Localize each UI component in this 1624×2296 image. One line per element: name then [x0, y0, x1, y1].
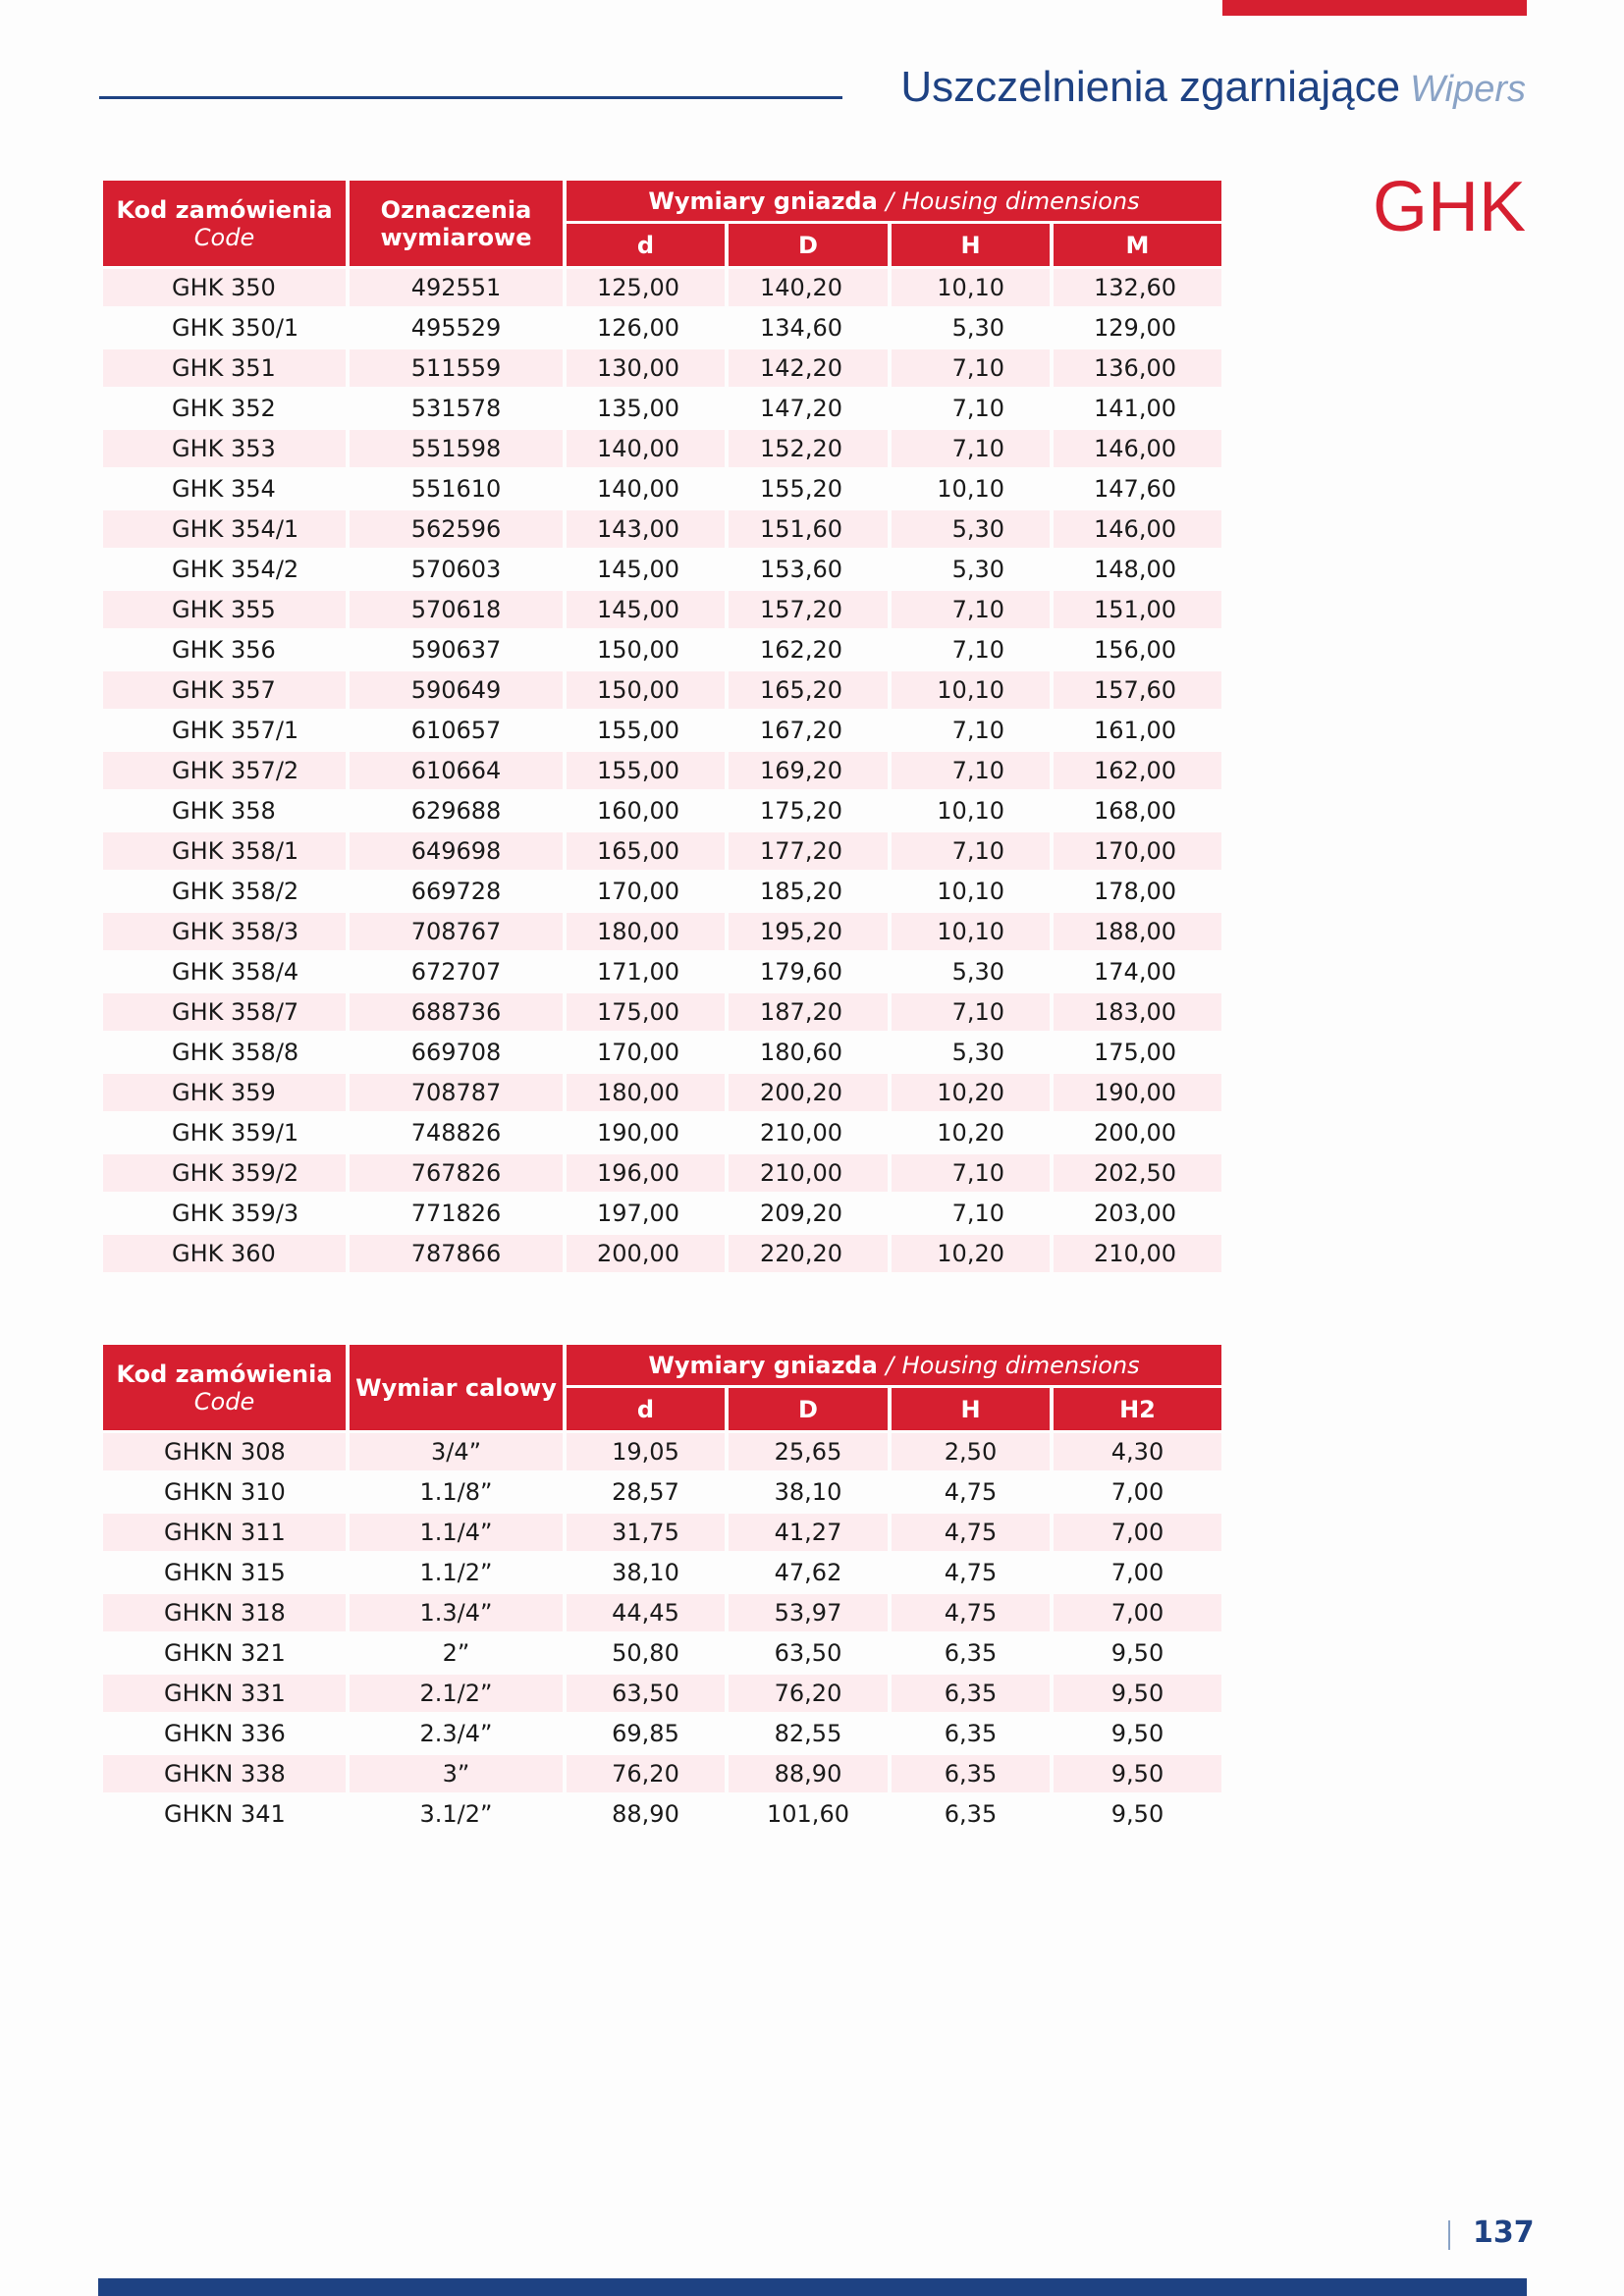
table-cell: 165,20	[729, 671, 888, 709]
table-cell: 130,00	[567, 349, 725, 387]
header-dim-label: Wymiar calowy	[355, 1373, 557, 1402]
table-cell: GHK 352	[103, 390, 346, 427]
table-cell: GHK 358/3	[103, 913, 346, 950]
table-row	[103, 309, 1221, 347]
series-label: GHK	[1372, 168, 1526, 246]
table-row	[103, 1634, 1221, 1672]
table-cell: 180,00	[567, 913, 725, 950]
table-cell: 50,80	[567, 1634, 725, 1672]
table-row	[103, 1195, 1221, 1232]
table-cell: 7,00	[1054, 1514, 1221, 1551]
table-cell: 6,35	[892, 1675, 1050, 1712]
table-cell: 200,00	[1054, 1114, 1221, 1151]
table-row	[103, 390, 1221, 427]
table-row	[103, 1755, 1221, 1792]
table-cell: 188,00	[1054, 913, 1221, 950]
header-sub-H: H	[892, 224, 1050, 266]
table-cell: 1.3/4”	[350, 1594, 563, 1631]
table-cell: 7,10	[892, 430, 1050, 467]
table-cell: 88,90	[567, 1795, 725, 1833]
table-row	[103, 1675, 1221, 1712]
table-cell: 7,10	[892, 832, 1050, 870]
page-number: 137	[1473, 2216, 1535, 2250]
header-sub-M: M	[1054, 224, 1221, 266]
table-row	[103, 752, 1221, 789]
table-cell: 88,90	[729, 1755, 888, 1792]
header-sub-d: d	[567, 224, 725, 266]
table-cell: 142,20	[729, 349, 888, 387]
table-cell: 7,10	[892, 712, 1050, 749]
table-cell: GHK 358/2	[103, 873, 346, 910]
table-cell: 1.1/2”	[350, 1554, 563, 1591]
table-cell: 136,00	[1054, 349, 1221, 387]
table-cell: 157,60	[1054, 671, 1221, 709]
table-cell: 170,00	[567, 1034, 725, 1071]
table-cell: 1.1/8”	[350, 1473, 563, 1511]
table-cell: 787866	[350, 1235, 563, 1272]
table-cell: 150,00	[567, 671, 725, 709]
table-row	[103, 712, 1221, 749]
table-cell: 175,20	[729, 792, 888, 829]
table-cell: 38,10	[567, 1554, 725, 1591]
bottom-accent-bar	[98, 2278, 1527, 2296]
header-sub-d: d	[567, 1388, 725, 1430]
header-group-en: Housing dimensions	[901, 187, 1140, 215]
table-cell: 3”	[350, 1755, 563, 1792]
table-cell: 708767	[350, 913, 563, 950]
header-sub-H: H	[892, 1388, 1050, 1430]
footer-separator	[1448, 2220, 1450, 2250]
table-cell: 175,00	[1054, 1034, 1221, 1071]
table-row	[103, 430, 1221, 467]
table-cell: GHKN 308	[103, 1433, 346, 1470]
table-cell: GHK 357/2	[103, 752, 346, 789]
table-cell: 10,10	[892, 873, 1050, 910]
table-cell: 4,75	[892, 1594, 1050, 1631]
table-cell: 7,00	[1054, 1473, 1221, 1511]
table-cell: 180,00	[567, 1074, 725, 1111]
table-cell: 152,20	[729, 430, 888, 467]
table-cell: 162,00	[1054, 752, 1221, 789]
table-cell: 7,00	[1054, 1594, 1221, 1631]
table-row	[103, 1514, 1221, 1551]
header-group-sep: /	[886, 1351, 894, 1379]
table-cell: GHKN 331	[103, 1675, 346, 1712]
header-rule	[99, 96, 842, 99]
table-cell: 197,00	[567, 1195, 725, 1232]
table-cell: GHK 359/1	[103, 1114, 346, 1151]
table-row	[103, 1235, 1221, 1272]
table-cell: 669728	[350, 873, 563, 910]
table-cell: 10,10	[892, 792, 1050, 829]
table-cell: 210,00	[729, 1154, 888, 1192]
table-cell: 590637	[350, 631, 563, 668]
header-sub-D: D	[729, 224, 888, 266]
table-cell: 3/4”	[350, 1433, 563, 1470]
table-row	[103, 1715, 1221, 1752]
table-cell: 10,20	[892, 1235, 1050, 1272]
table-cell: 4,75	[892, 1473, 1050, 1511]
table-cell: GHK 354/1	[103, 510, 346, 548]
table-cell: 140,00	[567, 470, 725, 507]
table-cell: 151,00	[1054, 591, 1221, 628]
table-row	[103, 873, 1221, 910]
table-cell: 200,00	[567, 1235, 725, 1272]
header-group-sep: /	[886, 187, 894, 215]
table-cell: 175,00	[567, 993, 725, 1031]
table-cell: 3.1/2”	[350, 1795, 563, 1833]
table-cell: 570603	[350, 551, 563, 588]
table-cell: 7,10	[892, 752, 1050, 789]
table-cell: 145,00	[567, 591, 725, 628]
table-cell: 153,60	[729, 551, 888, 588]
table-cell: 2.1/2”	[350, 1675, 563, 1712]
table-row	[103, 470, 1221, 507]
header-housing-dimensions	[567, 181, 1221, 221]
table-cell: 9,50	[1054, 1755, 1221, 1792]
table-cell: 9,50	[1054, 1675, 1221, 1712]
table-cell: GHKN 310	[103, 1473, 346, 1511]
table-cell: 10,20	[892, 1114, 1050, 1151]
table-cell: 748826	[350, 1114, 563, 1151]
table-cell: GHK 360	[103, 1235, 346, 1272]
table-cell: 126,00	[567, 309, 725, 347]
table-cell: 570618	[350, 591, 563, 628]
table-cell: GHKN 318	[103, 1594, 346, 1631]
table-cell: 183,00	[1054, 993, 1221, 1031]
table-cell: 180,60	[729, 1034, 888, 1071]
table-cell: 10,10	[892, 269, 1050, 306]
table-cell: GHK 357/1	[103, 712, 346, 749]
table-cell: 209,20	[729, 1195, 888, 1232]
table-cell: 140,00	[567, 430, 725, 467]
table-cell: 162,20	[729, 631, 888, 668]
table-cell: 669708	[350, 1034, 563, 1071]
table-cell: 4,30	[1054, 1433, 1221, 1470]
table-cell: 141,00	[1054, 390, 1221, 427]
table-cell: 10,10	[892, 671, 1050, 709]
table-cell: 38,10	[729, 1473, 888, 1511]
table-cell: 135,00	[567, 390, 725, 427]
table-cell: 492551	[350, 269, 563, 306]
table-cell: 511559	[350, 349, 563, 387]
table-cell: 551610	[350, 470, 563, 507]
table-cell: 147,20	[729, 390, 888, 427]
table-cell: 160,00	[567, 792, 725, 829]
table-cell: 1.1/4”	[350, 1514, 563, 1551]
table-row	[103, 671, 1221, 709]
table-row	[103, 1594, 1221, 1631]
table-cell: 187,20	[729, 993, 888, 1031]
table-row	[103, 792, 1221, 829]
table-cell: 2,50	[892, 1433, 1050, 1470]
table-cell: 6,35	[892, 1795, 1050, 1833]
table-row	[103, 1473, 1221, 1511]
table-cell: 148,00	[1054, 551, 1221, 588]
header-code-en: Code	[193, 1387, 255, 1415]
table-cell: 6,35	[892, 1634, 1050, 1672]
table-cell: 672707	[350, 953, 563, 990]
table-cell: GHKN 341	[103, 1795, 346, 1833]
table-cell: 7,10	[892, 631, 1050, 668]
table-cell: 7,10	[892, 390, 1050, 427]
table-cell: 4,75	[892, 1554, 1050, 1591]
table-cell: GHKN 315	[103, 1554, 346, 1591]
table-cell: 146,00	[1054, 430, 1221, 467]
table-cell: 771826	[350, 1195, 563, 1232]
table-cell: 10,10	[892, 470, 1050, 507]
table-cell: 31,75	[567, 1514, 725, 1551]
table-cell: 495529	[350, 309, 563, 347]
table-cell: GHK 357	[103, 671, 346, 709]
table-cell: 7,00	[1054, 1554, 1221, 1591]
top-accent-bar	[1222, 0, 1527, 16]
table-cell: 171,00	[567, 953, 725, 990]
table-row	[103, 269, 1221, 306]
table-cell: GHKN 321	[103, 1634, 346, 1672]
table-cell: 170,00	[1054, 832, 1221, 870]
table-cell: 155,00	[567, 712, 725, 749]
table-cell: 7,10	[892, 1195, 1050, 1232]
table-cell: GHK 356	[103, 631, 346, 668]
ghkn-dimensions-table	[99, 1342, 1225, 1836]
header-group-pl: Wymiary gniazda	[648, 187, 878, 215]
table-cell: 53,97	[729, 1594, 888, 1631]
table-cell: GHK 358	[103, 792, 346, 829]
table-cell: 5,30	[892, 1034, 1050, 1071]
header-code	[103, 181, 346, 266]
table-cell: 190,00	[1054, 1074, 1221, 1111]
table-cell: GHKN 336	[103, 1715, 346, 1752]
table-cell: 9,50	[1054, 1795, 1221, 1833]
table-row	[103, 349, 1221, 387]
table-cell: GHK 354/2	[103, 551, 346, 588]
table-cell: 9,50	[1054, 1715, 1221, 1752]
table-cell: 134,60	[729, 309, 888, 347]
table-cell: 185,20	[729, 873, 888, 910]
header-inch-dimension	[350, 1345, 563, 1430]
table-cell: 82,55	[729, 1715, 888, 1752]
table-cell: 28,57	[567, 1473, 725, 1511]
table-cell: GHKN 311	[103, 1514, 346, 1551]
table-row	[103, 993, 1221, 1031]
table-row	[103, 1433, 1221, 1470]
table-cell: 145,00	[567, 551, 725, 588]
table-cell: 63,50	[729, 1634, 888, 1672]
table-row	[103, 551, 1221, 588]
page-title-en: Wipers	[1410, 69, 1526, 110]
table-cell: 155,20	[729, 470, 888, 507]
page-title	[900, 63, 1526, 112]
table-cell: 7,10	[892, 591, 1050, 628]
table-cell: 165,00	[567, 832, 725, 870]
table-row	[103, 591, 1221, 628]
table-cell: 5,30	[892, 510, 1050, 548]
table-row	[103, 1154, 1221, 1192]
table-cell: 5,30	[892, 551, 1050, 588]
table-row	[103, 1114, 1221, 1151]
table-cell: 156,00	[1054, 631, 1221, 668]
table-cell: 47,62	[729, 1554, 888, 1591]
table-row	[103, 913, 1221, 950]
table-cell: 10,20	[892, 1074, 1050, 1111]
table-cell: GHK 354	[103, 470, 346, 507]
table-row	[103, 1074, 1221, 1111]
table-cell: 9,50	[1054, 1634, 1221, 1672]
table-cell: 41,27	[729, 1514, 888, 1551]
header-sub-D: D	[729, 1388, 888, 1430]
header-housing-dimensions	[567, 1345, 1221, 1385]
table-cell: 688736	[350, 993, 563, 1031]
table-cell: 151,60	[729, 510, 888, 548]
table-cell: 6,35	[892, 1755, 1050, 1792]
table-cell: GHK 359/2	[103, 1154, 346, 1192]
table-cell: 25,65	[729, 1433, 888, 1470]
table-cell: 562596	[350, 510, 563, 548]
table-row	[103, 1554, 1221, 1591]
table-row	[103, 1034, 1221, 1071]
table-row	[103, 953, 1221, 990]
table-cell: 7,10	[892, 349, 1050, 387]
table-cell: 10,10	[892, 913, 1050, 950]
table-row	[103, 1795, 1221, 1833]
table-cell: 2.3/4”	[350, 1715, 563, 1752]
table-cell: 7,10	[892, 993, 1050, 1031]
table-cell: 168,00	[1054, 792, 1221, 829]
table-cell: 44,45	[567, 1594, 725, 1631]
table-cell: 147,60	[1054, 470, 1221, 507]
table-cell: 5,30	[892, 953, 1050, 990]
table-cell: 63,50	[567, 1675, 725, 1712]
table-cell: 150,00	[567, 631, 725, 668]
table-cell: 7,10	[892, 1154, 1050, 1192]
table-cell: 140,20	[729, 269, 888, 306]
table-cell: 200,20	[729, 1074, 888, 1111]
table-cell: 210,00	[1054, 1235, 1221, 1272]
header-sub-H2: H2	[1054, 1388, 1221, 1430]
table-cell: 174,00	[1054, 953, 1221, 990]
header-code	[103, 1345, 346, 1430]
table-cell: 531578	[350, 390, 563, 427]
table-row	[103, 832, 1221, 870]
table-cell: 76,20	[567, 1755, 725, 1792]
table-cell: 629688	[350, 792, 563, 829]
table-cell: 590649	[350, 671, 563, 709]
table-cell: 708787	[350, 1074, 563, 1111]
header-dim-label: Oznaczenia wymiarowe	[380, 195, 532, 251]
table-cell: 161,00	[1054, 712, 1221, 749]
table-cell: 132,60	[1054, 269, 1221, 306]
table-cell: 157,20	[729, 591, 888, 628]
table-row	[103, 631, 1221, 668]
table-cell: 210,00	[729, 1114, 888, 1151]
table-cell: 167,20	[729, 712, 888, 749]
table-cell: 179,60	[729, 953, 888, 990]
table-cell: 169,20	[729, 752, 888, 789]
table-cell: 649698	[350, 832, 563, 870]
table-cell: 76,20	[729, 1675, 888, 1712]
table-cell: GHK 359	[103, 1074, 346, 1111]
table-cell: 178,00	[1054, 873, 1221, 910]
table-cell: 19,05	[567, 1433, 725, 1470]
header-code-pl: Kod zamówienia	[116, 1360, 333, 1388]
table-cell: 125,00	[567, 269, 725, 306]
table-cell: 155,00	[567, 752, 725, 789]
table-cell: 69,85	[567, 1715, 725, 1752]
table-cell: GHK 350	[103, 269, 346, 306]
table-cell: 177,20	[729, 832, 888, 870]
table-cell: GHKN 338	[103, 1755, 346, 1792]
table-cell: 196,00	[567, 1154, 725, 1192]
table-cell: 190,00	[567, 1114, 725, 1151]
table-cell: GHK 355	[103, 591, 346, 628]
table-cell: 551598	[350, 430, 563, 467]
table-cell: 101,60	[729, 1795, 888, 1833]
table-row	[103, 510, 1221, 548]
table-cell: 6,35	[892, 1715, 1050, 1752]
table-cell: GHK 358/4	[103, 953, 346, 990]
table-cell: 5,30	[892, 309, 1050, 347]
table-cell: 203,00	[1054, 1195, 1221, 1232]
table-cell: GHK 358/1	[103, 832, 346, 870]
table-cell: 4,75	[892, 1514, 1050, 1551]
header-group-en: Housing dimensions	[901, 1351, 1140, 1379]
header-dimension-designation	[350, 181, 563, 266]
table-cell: 146,00	[1054, 510, 1221, 548]
table-cell: GHK 358/8	[103, 1034, 346, 1071]
header-code-en: Code	[193, 223, 255, 251]
table-cell: 170,00	[567, 873, 725, 910]
table-cell: GHK 359/3	[103, 1195, 346, 1232]
table-cell: 195,20	[729, 913, 888, 950]
table-cell: 129,00	[1054, 309, 1221, 347]
table-cell: 767826	[350, 1154, 563, 1192]
table-cell: 143,00	[567, 510, 725, 548]
table-cell: 220,20	[729, 1235, 888, 1272]
table-cell: 610664	[350, 752, 563, 789]
table-cell: 2”	[350, 1634, 563, 1672]
table-cell: GHK 351	[103, 349, 346, 387]
page-title-pl: Uszczelnienia zgarniające	[900, 63, 1401, 111]
table-cell: GHK 350/1	[103, 309, 346, 347]
table-cell: GHK 353	[103, 430, 346, 467]
header-group-pl: Wymiary gniazda	[648, 1351, 878, 1379]
table-cell: 610657	[350, 712, 563, 749]
table-cell: 202,50	[1054, 1154, 1221, 1192]
ghk-dimensions-table	[99, 178, 1225, 1275]
header-code-pl: Kod zamówienia	[116, 195, 333, 224]
table-cell: GHK 358/7	[103, 993, 346, 1031]
